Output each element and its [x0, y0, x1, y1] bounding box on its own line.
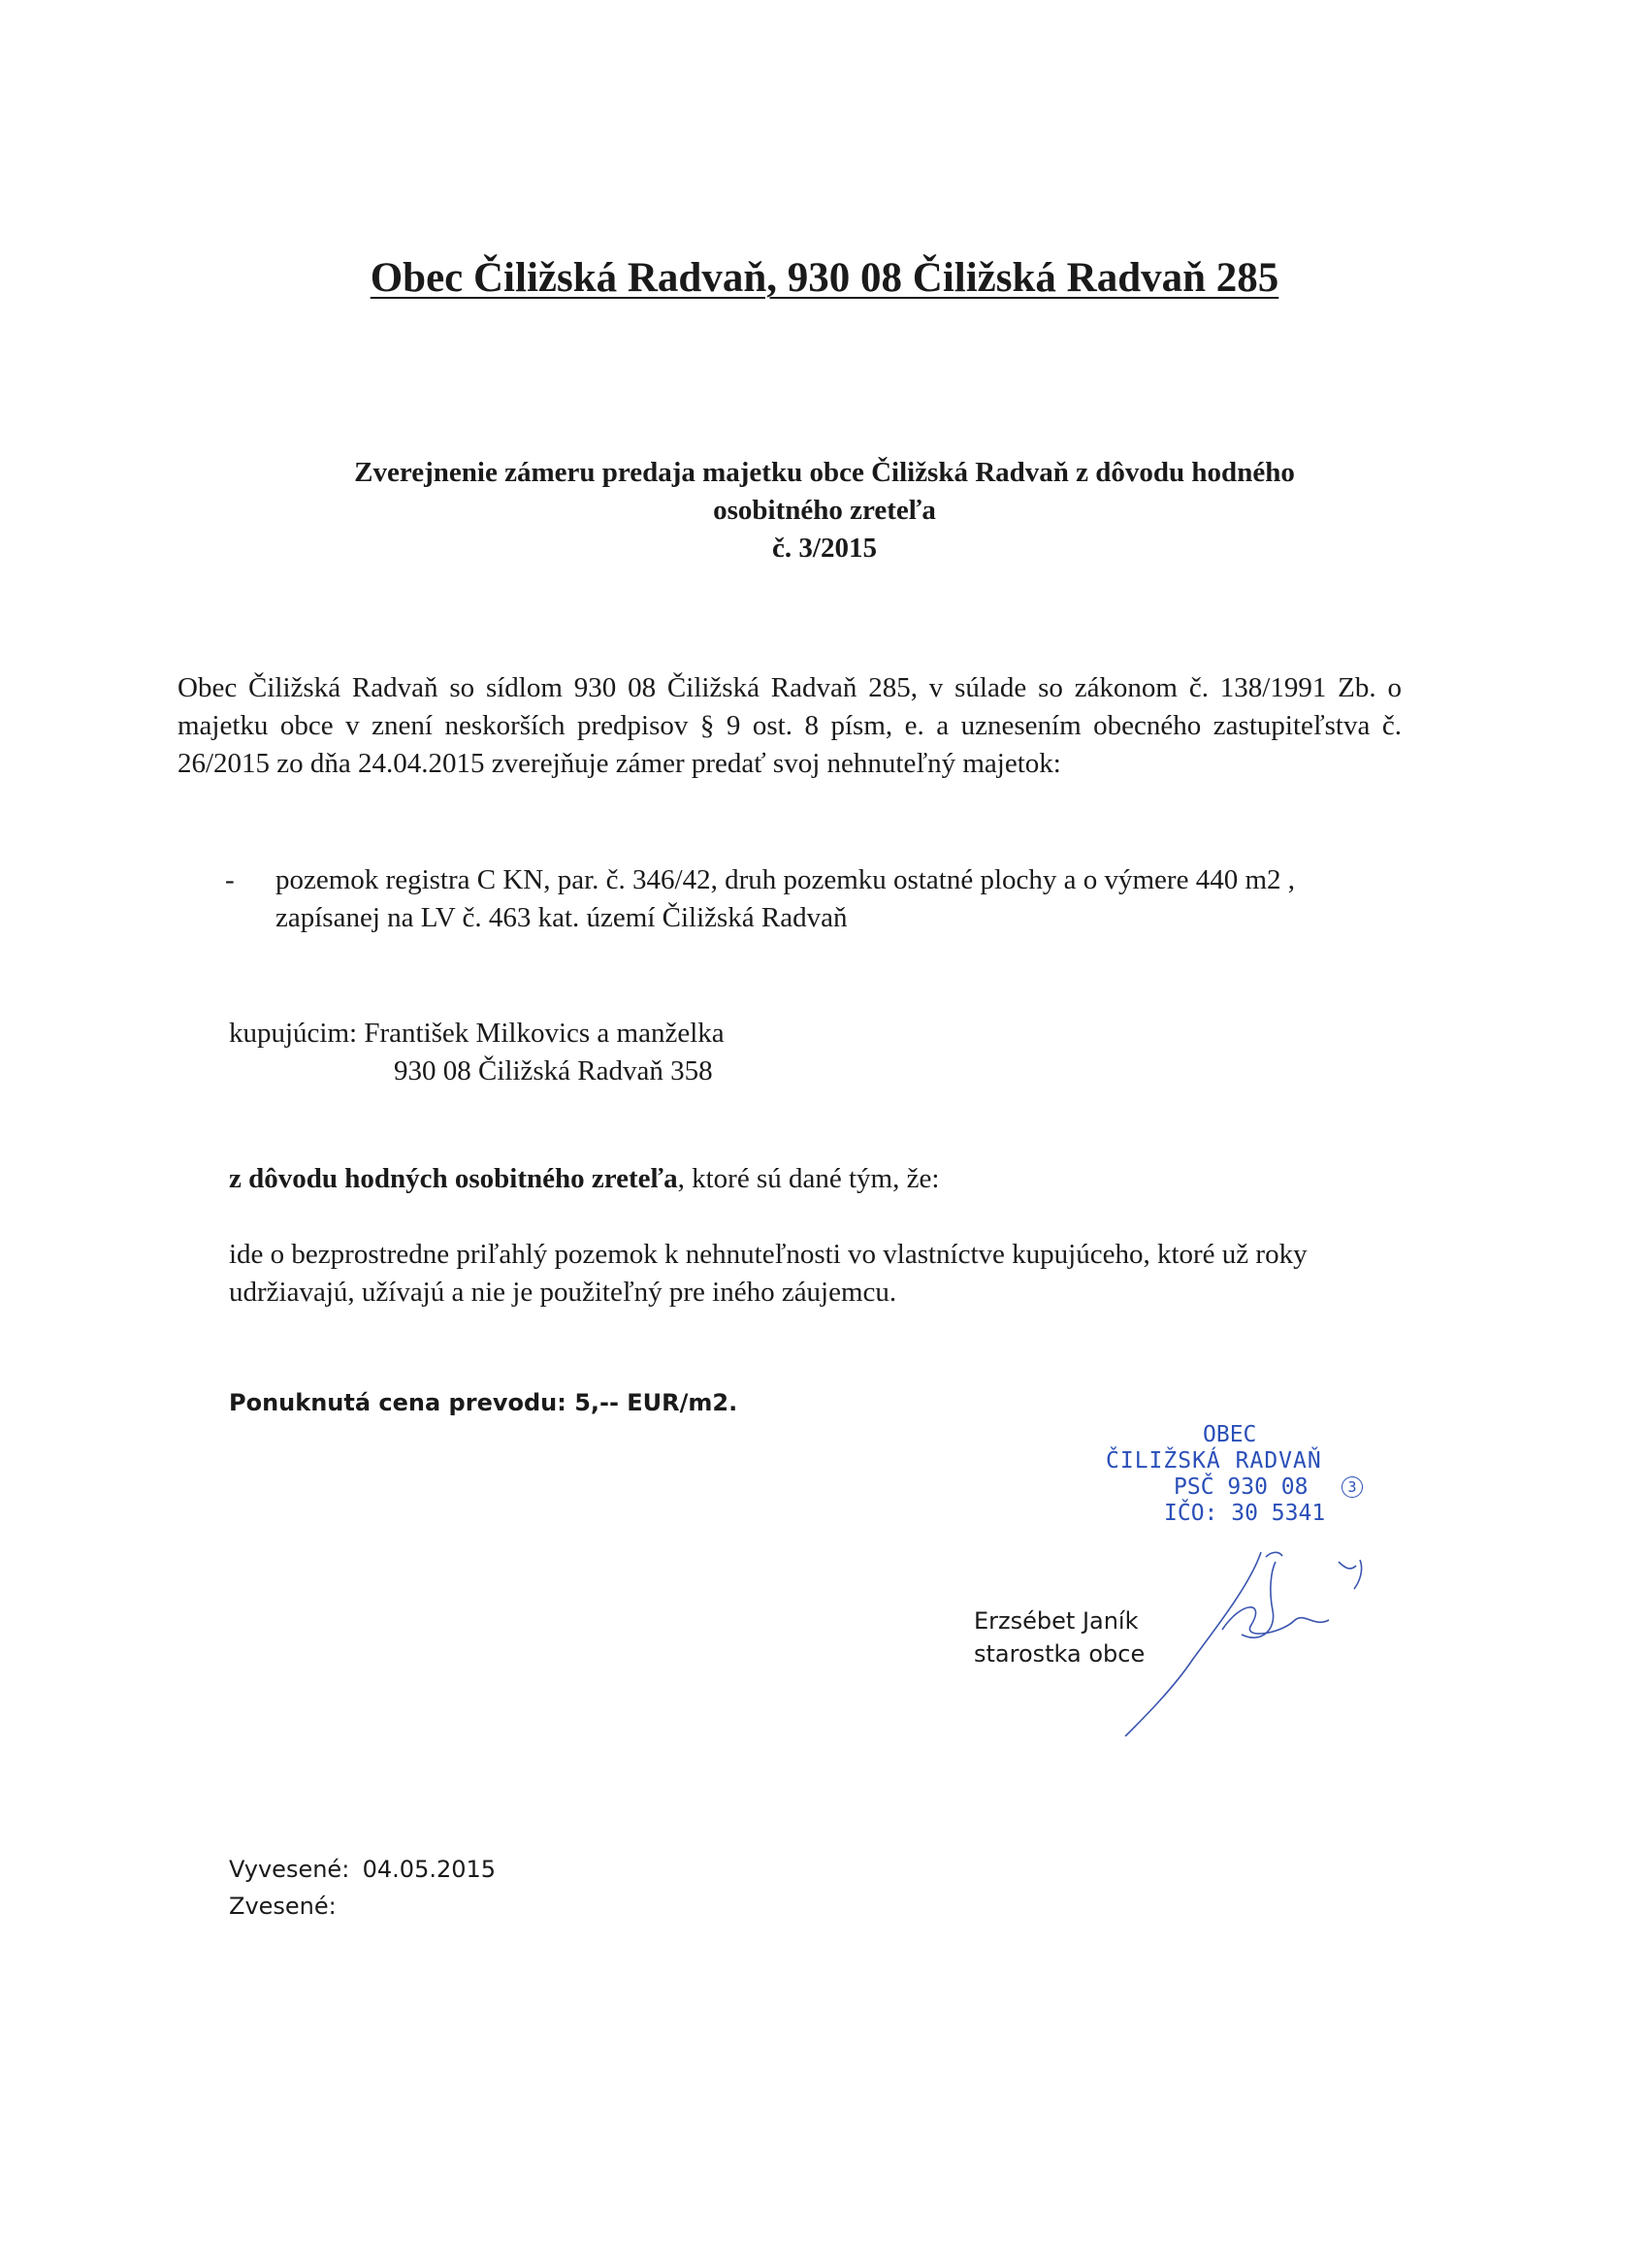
posted-date: 04.05.2015 — [362, 1856, 497, 1883]
posting-dates — [229, 1851, 496, 1925]
subject-line-3: č. 3/2015 — [772, 533, 877, 564]
justification-paragraph: ide o bezprostredne priľahlý pozemok k nehnuteľnosti vo vlastníctve kupujúceho, ktoré už roky udržiavajú, užívajú a nie je použiteľný pre iného záujemcu. — [229, 1239, 1308, 1308]
buyer-address: 930 08 Čiližská Radvaň 358 — [394, 1055, 713, 1086]
buyer-block — [229, 1015, 725, 1090]
stamp-line-1: OBEC — [1203, 1422, 1257, 1447]
removed-label: Zvesené: — [229, 1893, 337, 1920]
reason-rest: , ktoré sú dané tým, že: — [677, 1163, 940, 1194]
posted-label: Vyvesené: — [229, 1856, 350, 1883]
signatory-name: Erzsébet Janík — [974, 1607, 1139, 1635]
buyer-label: kupujúcim: — [229, 1018, 358, 1049]
signatory-role: starostka obce — [974, 1640, 1146, 1668]
subject-heading — [194, 454, 1455, 567]
stamp-line-2: ČILIŽSKÁ RADVAŇ — [1106, 1448, 1322, 1474]
stamp-number: 3 — [1342, 1476, 1363, 1498]
reason-bold: z dôvodu hodných osobitného zreteľa — [229, 1163, 678, 1194]
stamp-line-3: PSČ 930 08 — [1174, 1474, 1309, 1500]
list-dash: - — [225, 864, 235, 895]
handwritten-signature — [1106, 1542, 1377, 1736]
reason-line — [229, 1160, 939, 1198]
subject-line-1: Zverejnenie zámeru predaja majetku obce Čiližská Radvaň z dôvodu hodného — [354, 457, 1295, 488]
official-stamp — [1106, 1422, 1397, 1527]
municipality-title: Obec Čiližská Radvaň, 930 08 Čiližská Radvaň 285 — [370, 255, 1279, 301]
intro-paragraph: Obec Čiližská Radvaň so sídlom 930 08 Čiližská Radvaň 285, v súlade so zákonom č. 138/1991 Zb. o majetku obce v znení neskorších predpisov § 9 ost. 8 písm, e. a uznesením obecného zastupiteľstva č. 26/2015 zo dňa 24.04.2015 zverejňuje zámer predať svoj nehnuteľný majetok: — [178, 672, 1402, 779]
property-list-item — [225, 861, 1399, 937]
property-description: pozemok registra C KN, par. č. 346/42, druh pozemku ostatné plochy a o výmere 440 m2 , zapísanej na LV č. 463 kat. území Čiližská Radvaň — [275, 864, 1296, 933]
subject-line-2: osobitného zreteľa — [713, 495, 936, 526]
buyer-name: František Milkovics a manželka — [364, 1018, 725, 1049]
signatory-block — [974, 1604, 1145, 1670]
stamp-line-4: IČO: 30 5341 — [1164, 1501, 1326, 1526]
offered-price: Ponuknutá cena prevodu: 5,-- EUR/m2. — [229, 1389, 738, 1416]
municipality-header — [0, 254, 1649, 302]
